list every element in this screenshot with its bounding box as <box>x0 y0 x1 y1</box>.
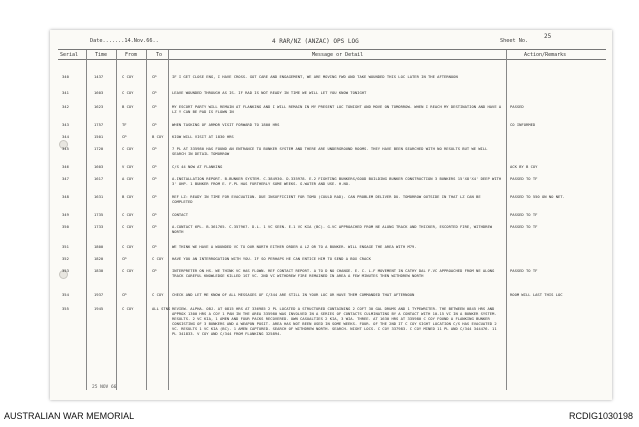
remarks-cell: PASSED <box>510 104 524 109</box>
from-cell: B COY <box>122 194 134 199</box>
time-cell: 1720 <box>94 146 104 151</box>
time-cell: 1733 <box>94 224 104 229</box>
remarks-cell: PASSED TO 550 ON NO NET. <box>510 194 565 199</box>
time-cell: 1800 <box>94 244 104 249</box>
from-cell: C COY <box>122 146 134 151</box>
col-remarks: Action/Remarks <box>524 52 567 58</box>
from-cell: C COY <box>122 212 134 217</box>
serial-cell: 349 <box>62 212 69 217</box>
message-cell: CONTACT <box>172 212 189 217</box>
col-divider <box>146 50 147 390</box>
time-cell: 1757 <box>94 122 104 127</box>
message-cell: CHECK AND LET ME KNOW OF ALL MESSAGES OF C/344 ARE STILL IN YOUR LOC OR HAVE THEM COMMANDED THAT AFTERNOON <box>172 292 415 297</box>
serial-cell: 340 <box>62 74 69 79</box>
log-sheet <box>50 30 612 400</box>
serial-cell: 345 <box>62 146 69 151</box>
from-cell: A COY <box>122 176 134 181</box>
time-cell: 1603 <box>94 90 104 95</box>
to-cell: CP <box>152 146 157 151</box>
serial-cell: 355 <box>62 306 69 311</box>
header-rule-top <box>58 49 606 50</box>
from-cell: C COY <box>122 90 134 95</box>
message-cell: MY ESCORT PARTY WILL REMAIN AT FLANKING AND I WILL REMAIN IN MY PRESENT LOC TONIGHT AND MOVE ON TOMORROW. WHEN I REACH MY DESTINATION AND HAVE A LZ Y CAN BE PAD IS FLOWN IN <box>172 104 502 114</box>
message-cell: 7 PL AT 335980 HAS FOUND AN ENTRANCE TO BUNKER SYSTEM AND THERE ARE UNDERGROUND ROOMS. THEY HAVE BEEN SEARCHED WITH NO RESULTS BUT WE WILL SEARCH IN DETAIL TOMORROW <box>172 146 488 156</box>
to-cell: CP <box>152 90 157 95</box>
serial-cell: 353 <box>62 268 69 273</box>
serial-cell: 341 <box>62 90 69 95</box>
col-divider <box>116 50 117 390</box>
to-cell: C COY <box>152 292 164 297</box>
message-cell: KIOW WILL VISIT AT 1830 HRS <box>172 134 234 139</box>
time-cell: 1937 <box>94 292 104 297</box>
time-cell: 1437 <box>94 74 104 79</box>
page-title: 4 RAR/NZ (ANZAC) OPS LOG <box>272 38 359 45</box>
message-cell: IF I GET CLOSE ENG, I HAVE CROSS- GOT CARE AND ENGAGEMENT, WE ARE MOVING FWD AND TAKE WOUNDED THIS LOC LATER IN THE AFTERNOON <box>172 74 458 79</box>
col-to: To <box>156 52 163 58</box>
sheet-number: 25 <box>544 33 552 40</box>
remarks-cell: PASSED TO TF <box>510 176 538 181</box>
message-cell: REF LZ: READY IN TIME FOR EVACUATION. DUE INSUFFICIENT FOR TOMO (COULD RAD). CAN PROBLEM DELIVER DU. TOMORROW OUTSIDE IN THAT LZ CAN BE COMPLETED <box>172 194 481 204</box>
message-cell: REVIEW. ALPHA. OBJ. AT 0815 HRS AT 336985 2 PL LOCATED A STRUCTURED CONTAINING 2 COFT 30 GAL DRUMS AND 1 TYPEWRITER. THE BETWEEN 0845 HRS AND APPROX 1300 HRS A COY 1 PAN IN THE AREA 335980 WAS INVOLVED IN A SERIES OF CONTACTS CULMINATING BY A CONTACT WITH 10-15 VC IN A BUNKER SYSTEM. RESULTS. 2 VC KIA, 1 AMEN AND FOUR PACKS RECOVERED. OWN CASUALTIES 2 KIA, 3 WIA. THREE. AT 1630 HRS AT 335980 C COY FOUND A FLANKING BUNKER CONSISTING OF 3 BUNKERS AND A WEAPON POSIT. AREA HAS NOT BEEN USED IN SOME WEEKS. FOUR. OF THE 2ND IT C COY SIGHT LOCATION C/S HAS EVACUATED 2 VC. RESULTS 1 VC KIA (BC). 1 AMEN CAPTURED. SEARCH OF WITHDREW NORTH. SEARCH. NIGHT LOCS. C COY 337983. C COY MINED 11 PL AND C/344 344476. 11 PL 341833. V COY AND C/344 FROM FLANKING 325894. <box>172 306 497 336</box>
to-cell: C COY <box>152 256 164 261</box>
to-cell: CP <box>152 122 157 127</box>
from-cell: B COY <box>122 104 134 109</box>
from-cell: TF <box>122 122 127 127</box>
to-cell: CP <box>152 224 157 229</box>
message-cell: INTERPRETER ON HS. WE THINK VC HAS FLOWN. REF CONTACT REPORT. A TO D NO CHANGE. E. C. L.F MOVEMENT IN CATHY DAL F.VC APPROACHED FROM NE ALONG TRACK CAREFUL KNOWLEDGE KILLED 1ST VC. 2ND VC WITHDREW FIRE REMAINED IN AREA A FEW MINUTES THEN WITHDREW NORTH <box>172 268 495 278</box>
remarks-cell: CO INFORMED <box>510 122 536 127</box>
serial-cell: 348 <box>62 194 69 199</box>
remarks-cell: ACK BY B COY <box>510 164 538 169</box>
to-cell: CP <box>152 74 157 79</box>
remarks-cell: PASSED TO TF <box>510 224 538 229</box>
to-cell: CP <box>152 176 157 181</box>
serial-cell: 351 <box>62 244 69 249</box>
header-rule-bottom <box>58 59 606 60</box>
message-cell: A.INSTALLATION REPORT. B.BUNKER SYSTEM. C.384930. D.335978. E.2 FIGHTING BUNKERS/GOOD BUILDING BUNKER CONSTRUCTION 3 BUNKERS 15'X8'X4' DEEP WITH 3' OHP. 1 BUNKER FROM E. F.PL HAS FURTHERLY SOME WEEKS. G.WATER AND USE. H.NO. <box>172 176 502 186</box>
to-cell: CP <box>152 244 157 249</box>
from-cell: C COY <box>122 306 134 311</box>
time-cell: 1735 <box>94 212 104 217</box>
serial-cell: 344 <box>62 134 69 139</box>
serial-cell: 354 <box>62 292 69 297</box>
to-cell: B COY <box>152 134 164 139</box>
remarks-cell: PASSED TO TF <box>510 268 538 273</box>
time-cell: 1631 <box>94 194 104 199</box>
to-cell: CP <box>152 164 157 169</box>
remarks-cell: PASSED TO TF <box>510 212 538 217</box>
col-serial: Serial <box>60 52 79 58</box>
message-cell: LEAVE WOUNDED THROUGH AS IS. IF RAD IS NOT READY IN TIME WE WILL LET YOU KNOW TONIGHT <box>172 90 367 95</box>
serial-cell: 342 <box>62 104 69 109</box>
time-cell: 1623 <box>94 104 104 109</box>
time-cell: 1820 <box>94 256 104 261</box>
serial-cell: 347 <box>62 176 69 181</box>
to-cell: CP <box>152 194 157 199</box>
time-cell: 1603 <box>94 164 104 169</box>
from-cell: CP <box>122 292 127 297</box>
time-cell: 1617 <box>94 176 104 181</box>
to-cell: CP <box>152 212 157 217</box>
col-from: From <box>125 52 138 58</box>
serial-cell: 346 <box>62 164 69 169</box>
to-cell: CP <box>152 268 157 273</box>
from-cell: C COY <box>122 74 134 79</box>
date-label: Date.......14.Nov.66.. <box>90 38 159 44</box>
message-cell: A.CONTACT 6PL. B.361765. C.357967. D.L. 1 VC SEEN. E.1 VC KIA (BC). G.VC APPROACHED FROM NE ALONG TRACK AND THICKER, ESCORTED FIRE, WITHDREW NORTH <box>172 224 493 234</box>
time-cell: 1945 <box>94 306 104 311</box>
sheet-label: Sheet No. <box>500 38 529 44</box>
serial-cell: 343 <box>62 122 69 127</box>
message-cell: HAVE YOU AN INTERROGATION WITH YOU. IF SO PERHAPS HE CAN ENTICE HIM TO SEND A BOX CRACK <box>172 256 371 261</box>
col-divider <box>506 50 507 390</box>
col-divider <box>168 50 169 390</box>
from-cell: CP <box>122 256 127 261</box>
to-cell: ALL STNS <box>152 306 171 311</box>
from-cell: C COY <box>122 268 134 273</box>
message-cell: WHEN TASKING OF ARMOR VISIT FORWARD TO 1800 HRS <box>172 122 280 127</box>
from-cell: C COY <box>122 224 134 229</box>
time-cell: 1501 <box>94 134 104 139</box>
message-cell: C/S 44 NOW AT FLANKING <box>172 164 223 169</box>
from-cell: V COY <box>122 164 134 169</box>
remarks-cell: ROOM WILL LAST THIS LOC <box>510 292 563 297</box>
from-cell: C COY <box>122 244 134 249</box>
message-cell: WE THINK WE HAVE A WOUNDED VC TO OUR NORTH EITHER ORDER A LZ OR TO A BUNKER. WILL ENGAGE THE AREA WITH M79. <box>172 244 417 249</box>
col-message: Message or Detail <box>312 52 364 58</box>
serial-cell: 350 <box>62 224 69 229</box>
footer-source: AUSTRALIAN WAR MEMORIAL <box>4 411 135 421</box>
date-stamp: 25 NOV 66 <box>92 385 117 390</box>
col-time: Time <box>95 52 108 58</box>
time-cell: 1830 <box>94 268 104 273</box>
footer-record-id: RCDIG1030198 <box>568 411 633 421</box>
from-cell: CP <box>122 134 127 139</box>
serial-cell: 352 <box>62 256 69 261</box>
to-cell: CP <box>152 104 157 109</box>
col-divider <box>86 50 87 390</box>
